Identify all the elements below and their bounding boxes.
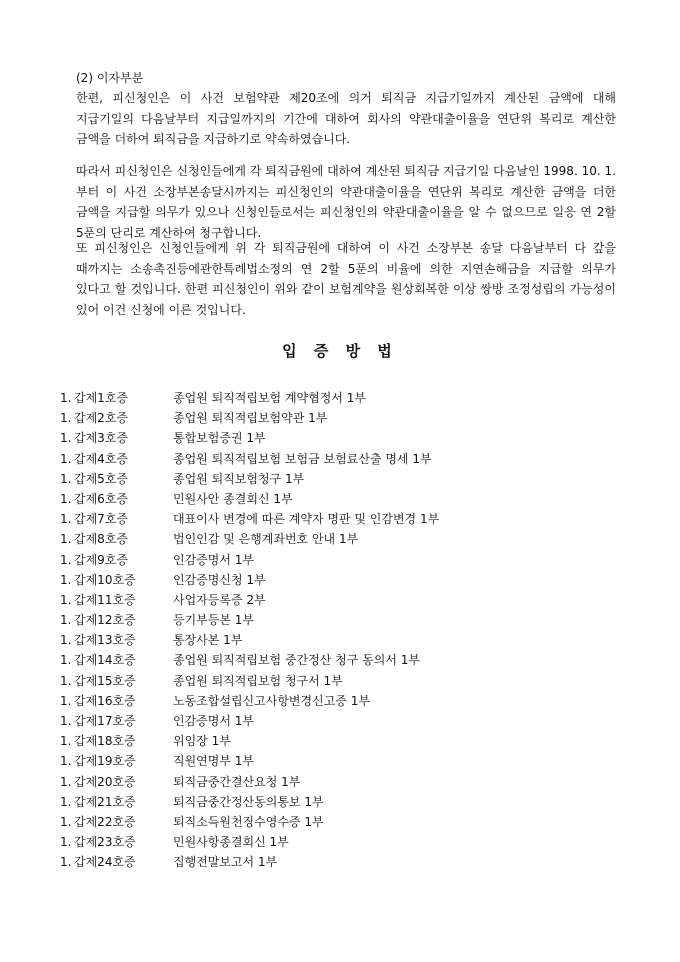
evidence-item-code: 갑제4호증 [74,451,129,466]
evidence-item-code: 갑제13호증 [74,633,136,648]
paragraph-interest-terms: 한편, 피신청인은 이 사건 보험약관 제20조에 의거 퇴직금 지급기일까지 계산된 금액에 대해 지급기일의 다음날부터 지급일까지의 기간에 대하여 회사의 약관대출이율을 연단위 복리로 계산한 금액을 더하여 퇴직금을 지급하기로 약속하였습니다. [76,91,616,147]
evidence-item-number: 1. [60,633,72,648]
evidence-item-code: 갑제14호증 [74,653,136,668]
evidence-item [60,592,640,612]
evidence-item-code: 갑제17호증 [74,714,136,728]
evidence-list [60,390,640,875]
evidence-item-number: 1. [60,471,72,486]
evidence-item-code: 갑제10호증 [74,572,136,587]
evidence-item-description: 퇴직금중간정산동의통보 1부 [173,794,324,809]
evidence-item [60,471,640,491]
evidence-item-number: 1. [60,512,72,527]
evidence-item [60,511,640,531]
evidence-item [60,733,640,753]
evidence-item-number: 1. [60,673,72,688]
evidence-item-number: 1. [60,572,72,587]
evidence-item-description: 집행전말보고서 1부 [173,855,278,870]
evidence-item-description: 민원사안 종결회신 1부 [173,491,293,506]
evidence-item-number: 1. [60,754,72,769]
evidence-item-description: 위임장 1부 [173,734,231,749]
evidence-item [60,552,640,572]
evidence-item-code: 갑제20호증 [74,774,136,789]
evidence-item-description: 종업원 퇴직적립보험 중간정산 청구 동의서 1부 [173,653,420,668]
evidence-item-description: 종업원 퇴직적립보험 계약협정서 1부 [173,391,366,405]
evidence-item-number: 1. [60,552,72,567]
evidence-item [60,794,640,814]
evidence-item [60,612,640,632]
evidence-item-description: 인감증명신청 1부 [173,572,266,587]
evidence-item-code: 갑제5호증 [74,471,129,486]
evidence-title: 입 증 방 법 [282,342,398,360]
evidence-item-number: 1. [60,794,72,809]
evidence-item [60,713,640,733]
evidence-item-number: 1. [60,592,72,607]
evidence-item-code: 갑제3호증 [74,431,129,446]
evidence-item [60,410,640,430]
evidence-item-number: 1. [60,814,72,829]
evidence-item-code: 갑제6호증 [74,491,129,506]
evidence-item-code: 갑제21호증 [74,794,136,809]
section-heading: (2) 이자부분 [76,71,144,85]
paragraph-interest-claim: 따라서 피신청인은 신청인들에게 각 퇴직금원에 대하여 계산된 퇴직금 지급기일 다음날인 1998. 10. 1.부터 이 사건 소장부본송달시까지는 피신청인의 약관대출이율을 연단위 복리로 계산한 금액을 더한 금액을 지급할 의무가 있으나 신청인들로서는 피신청인의 약관대출이율을 알 수 없으므로 일응 연 2할 5푼의 단리로 계산하여 청구합니다. [76,164,616,240]
evidence-item-code: 갑제15호증 [74,673,136,688]
evidence-item-number: 1. [60,431,72,446]
evidence-item-number: 1. [60,411,72,426]
evidence-item-description: 퇴직금중간결산요청 1부 [173,774,301,789]
evidence-item-code: 갑제22호증 [74,814,136,829]
evidence-item-description: 민원사항종결회신 1부 [173,835,289,850]
evidence-item-code: 갑제9호증 [74,552,129,567]
evidence-item-description: 종업원 퇴직보험청구 1부 [173,471,305,486]
evidence-item [60,572,640,592]
evidence-item-description: 노동조합설립신고사항변경신고증 1부 [173,693,370,708]
evidence-item-code: 갑제23호증 [74,835,136,850]
evidence-item-number: 1. [60,734,72,749]
evidence-item [60,834,640,854]
evidence-item-code: 갑제19호증 [74,754,136,769]
evidence-item-number: 1. [60,714,72,728]
evidence-item [60,390,640,410]
evidence-item-number: 1. [60,774,72,789]
evidence-item [60,632,640,652]
paragraph-delay-damages: 또 피신청인은 신청인들에게 위 각 퇴직금원에 대하여 이 사건 소장부본 송달 다음날부터 다 갚을 때까지는 소송촉진등에관한특례법소정의 연 2할 5푼의 비율에 의한 지연손해금을 지급할 의무가 있다고 할 것입니다. 한편 피신청인이 위와 같이 보험계약을 원상회복한 이상 쌍방 조정성립의 가능성이 있어 이건 신청에 이른 것입니다. [76,241,616,317]
evidence-item-number: 1. [60,532,72,547]
evidence-item [60,753,640,773]
evidence-item-description: 대표이사 변경에 따른 계약자 명판 및 인감변경 1부 [173,512,440,527]
evidence-item [60,673,640,693]
evidence-item-description: 종업원 퇴직적립보험 보험금 보험료산출 명세 1부 [173,451,432,466]
evidence-item [60,451,640,471]
evidence-item-description: 종업원 퇴직적립보험 청구서 1부 [173,673,343,688]
evidence-item-description: 인감증명서 1부 [173,714,255,728]
evidence-item-number: 1. [60,613,72,628]
evidence-item-number: 1. [60,491,72,506]
evidence-item-code: 갑제12호증 [74,613,136,628]
evidence-item-code: 갑제8호증 [74,532,129,547]
evidence-item-code: 갑제24호증 [74,855,136,870]
evidence-item-description: 퇴직소득원천징수영수증 1부 [173,814,324,829]
evidence-item-code: 갑제7호증 [74,512,129,527]
evidence-item-description: 종업원 퇴직적립보험약관 1부 [173,411,328,426]
evidence-item-description: 법인인감 및 은행계좌번호 안내 1부 [173,532,359,547]
evidence-item-description: 인감증명서 1부 [173,552,255,567]
evidence-item-description: 직원연명부 1부 [173,754,255,769]
evidence-item-number: 1. [60,391,72,405]
evidence-item [60,652,640,672]
evidence-item-code: 갑제16호증 [74,693,136,708]
evidence-item-code: 갑제2호증 [74,411,129,426]
evidence-item-number: 1. [60,451,72,466]
evidence-item [60,693,640,713]
evidence-item [60,531,640,551]
evidence-item [60,491,640,511]
evidence-item-code: 갑제18호증 [74,734,136,749]
evidence-item-code: 갑제11호증 [74,592,136,607]
evidence-item [60,854,640,874]
evidence-item-number: 1. [60,653,72,668]
evidence-item-description: 통장사본 1부 [173,633,243,648]
evidence-item [60,430,640,450]
evidence-item [60,774,640,794]
evidence-item-number: 1. [60,693,72,708]
evidence-item-description: 통합보험증권 1부 [173,431,266,446]
evidence-item-code: 갑제1호증 [74,391,129,405]
evidence-item-number: 1. [60,835,72,850]
evidence-item [60,814,640,834]
evidence-item-description: 등기부등본 1부 [173,613,255,628]
evidence-item-number: 1. [60,855,72,870]
evidence-item-description: 사업자등록증 2부 [173,592,266,607]
